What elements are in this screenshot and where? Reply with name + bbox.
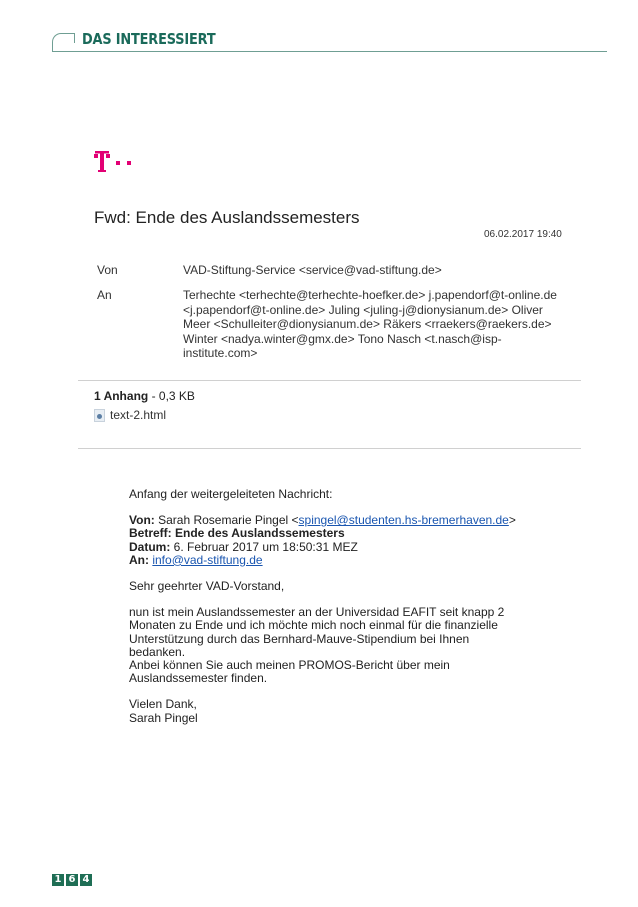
forward-to-email-link[interactable]: info@vad-stiftung.de	[152, 552, 263, 567]
page-number	[52, 874, 92, 886]
html-file-icon	[94, 409, 105, 422]
to-label: An	[97, 288, 112, 302]
forward-from-email-link[interactable]: spingel@studenten.hs-bremerhaven.de	[298, 513, 509, 528]
header-tab-tick	[74, 33, 75, 43]
body-line: Auslandssemester finden.	[129, 671, 268, 686]
to-line: Meer <Schulleiter@dionysianum.de> Räkers <rraekers@raekers.de>	[183, 317, 552, 331]
page-digit: 4	[80, 874, 92, 886]
to-recipients[interactable]	[183, 288, 583, 361]
attachment-filename[interactable]: text-2.html	[110, 408, 167, 422]
body-line: Anbei können Sie auch meinen PROMOS-Bericht über mein	[129, 658, 450, 673]
email-subject: Fwd: Ende des Auslandssemesters	[94, 208, 360, 227]
closing: Vielen Dank,	[129, 697, 197, 712]
forward-subject-value: Ende des Auslandssemesters	[171, 526, 345, 541]
attachment-size: - 0,3 KB	[148, 389, 195, 403]
divider-bottom	[78, 448, 581, 449]
from-value[interactable]: VAD-Stiftung-Service <service@vad-stiftung.de>	[183, 263, 442, 277]
to-line: institute.com>	[183, 346, 258, 360]
to-line: Terhechte <terhechte@terhechte-hoefker.de> j.papendorf@t-online.de	[183, 288, 557, 302]
attachment-summary	[94, 389, 195, 403]
forward-from-label: Von:	[129, 513, 155, 528]
page-digit: 6	[66, 874, 78, 886]
forwarded-message	[129, 488, 549, 725]
attachment-item[interactable]	[94, 408, 166, 422]
from-label: Von	[97, 263, 118, 277]
forward-to	[129, 554, 549, 567]
header-tab-corner	[52, 33, 74, 51]
forward-date-label: Datum:	[129, 539, 171, 554]
body-line: Monaten zu Ende und ich möchte mich noch einmal für die finanzielle	[129, 618, 498, 633]
header-rule	[52, 51, 607, 52]
forward-from-close: >	[508, 513, 516, 528]
forward-intro: Anfang der weitergeleiteten Nachricht:	[129, 487, 333, 501]
email-date: 06.02.2017 19:40	[484, 229, 562, 240]
attachment-count: 1 Anhang	[94, 389, 149, 403]
body-line: Unterstützung durch das Bernhard-Mauve-Stipendium bei Ihnen	[129, 631, 470, 646]
greeting: Sehr geehrter VAD-Vorstand,	[129, 579, 285, 594]
forward-from-name: Sarah Rosemarie Pingel <	[154, 513, 299, 528]
divider-top	[78, 380, 581, 381]
forward-to-label: An:	[129, 552, 149, 567]
body-line: bedanken.	[129, 644, 186, 659]
forward-subject-label: Betreff:	[129, 526, 172, 541]
section-title: DAS INTERESSIERT	[82, 30, 216, 48]
to-line: Winter <nadya.winter@gmx.de> Tono Nasch <t.nasch@isp-	[183, 331, 502, 346]
forward-date-value: 6. Februar 2017 um 18:50:31 MEZ	[170, 539, 358, 554]
page-digit: 1	[52, 874, 64, 886]
telekom-logo-icon	[94, 150, 144, 174]
signature: Sarah Pingel	[129, 710, 198, 725]
body-line: nun ist mein Auslandssemester an der Universidad EAFIT seit knapp 2	[129, 605, 505, 620]
to-line: <j.papendorf@t-online.de> Juling <juling-j@dionysianum.de> Oliver	[183, 302, 543, 317]
